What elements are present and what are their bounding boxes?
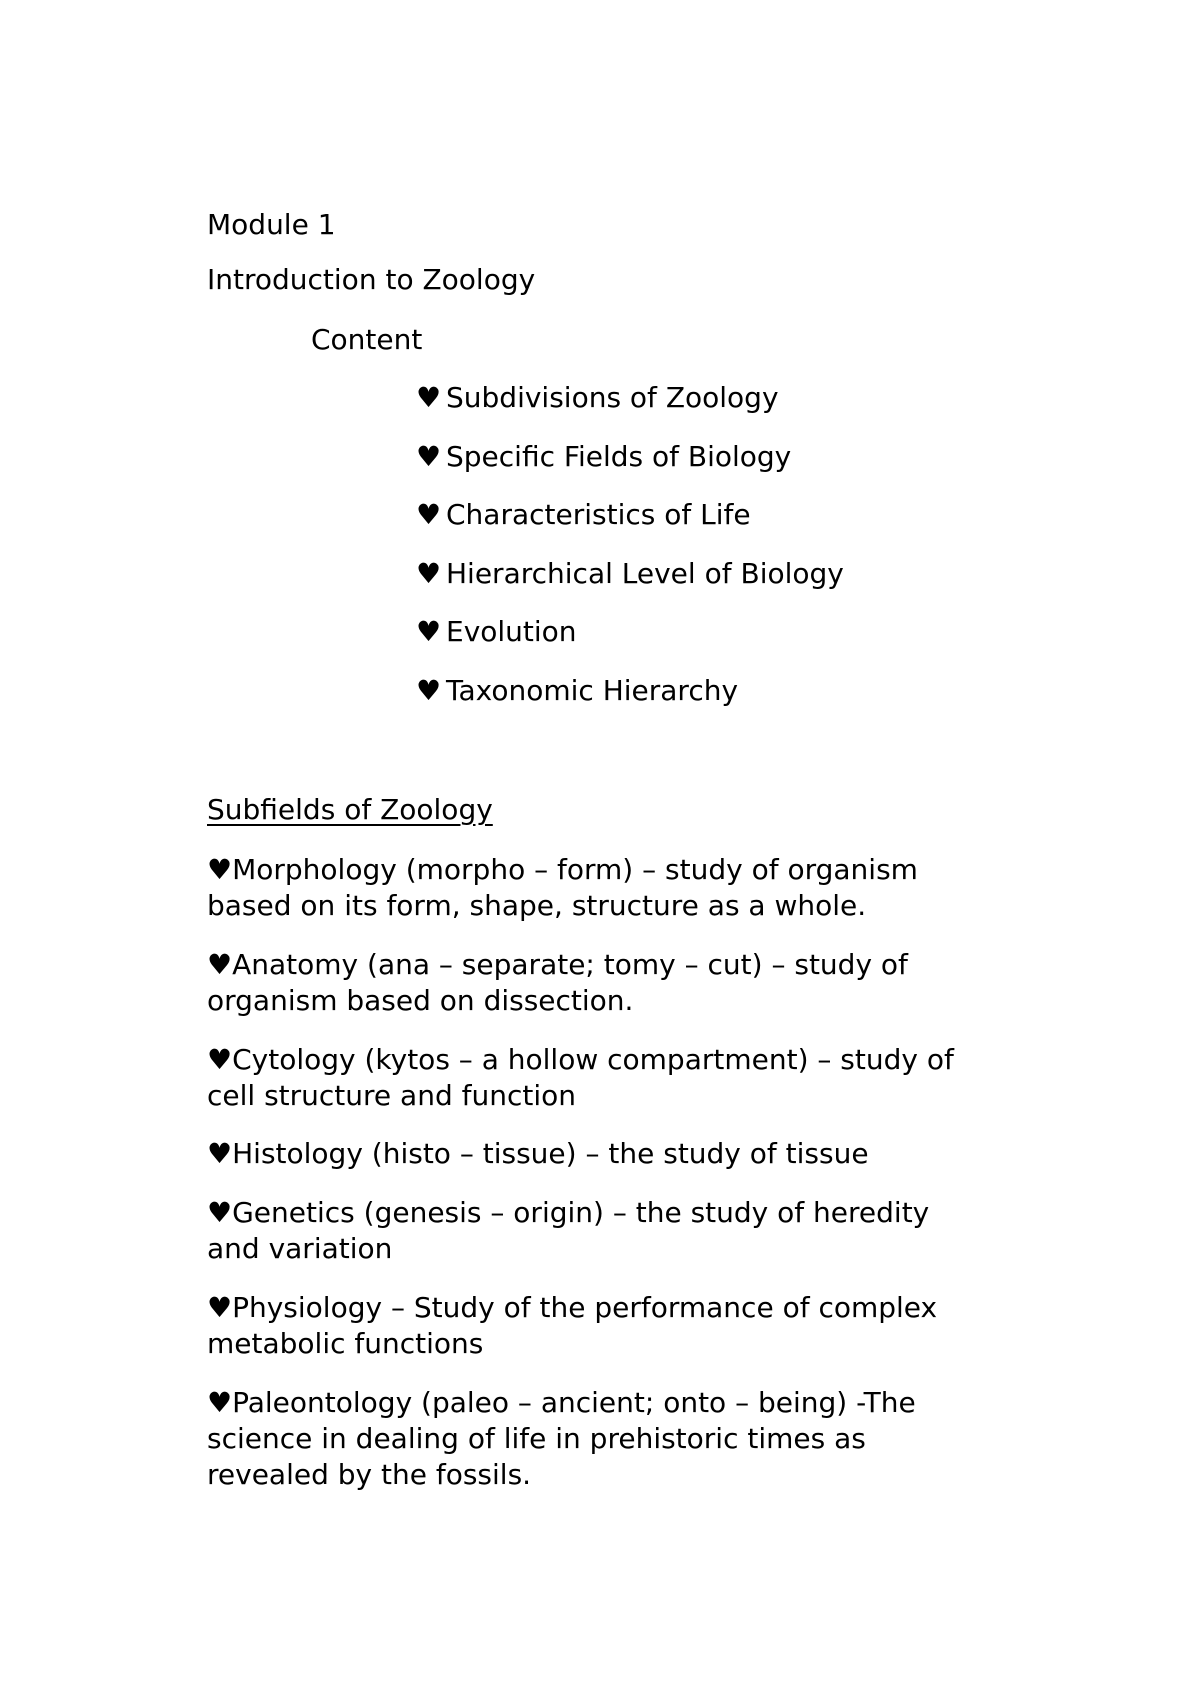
section-title: Subfields of Zoology	[207, 793, 493, 826]
heart-icon: ♥	[416, 615, 442, 648]
list-item-text: Cytology (kytos – a hollow compartment) – study of cell structure and function	[207, 1043, 954, 1112]
list-item	[207, 1195, 987, 1267]
list-item-label: Hierarchical Level of Biology	[446, 557, 844, 590]
list-item	[207, 852, 987, 924]
list-item-text: Paleontology (paleo – ancient; onto – being) -The science in dealing of life in prehistoric times as revealed by the fossils.	[207, 1386, 916, 1491]
heart-icon: ♥	[207, 1196, 233, 1229]
list-item-label: Specific Fields of Biology	[446, 440, 792, 473]
heart-icon: ♥	[207, 1137, 233, 1170]
list-item-label: Subdivisions of Zoology	[446, 381, 779, 414]
list-item	[416, 614, 577, 650]
list-item	[416, 380, 779, 416]
list-item	[207, 1042, 987, 1114]
heart-icon: ♥	[207, 1291, 233, 1324]
list-item-label: Evolution	[446, 615, 577, 648]
heart-icon: ♥	[416, 498, 442, 531]
list-item-label: Characteristics of Life	[446, 498, 751, 531]
list-item-label: Taxonomic Hierarchy	[446, 674, 739, 707]
list-item	[416, 673, 738, 709]
list-item	[207, 1385, 987, 1493]
page-title: Introduction to Zoology	[207, 263, 536, 296]
list-item	[416, 439, 791, 475]
list-item	[416, 556, 844, 592]
heart-icon: ♥	[416, 557, 442, 590]
heart-icon: ♥	[207, 1386, 233, 1419]
list-item-text: Physiology – Study of the performance of complex metabolic functions	[207, 1291, 938, 1360]
list-item	[207, 947, 987, 1019]
heart-icon: ♥	[207, 1043, 233, 1076]
heart-icon: ♥	[416, 674, 442, 707]
heart-icon: ♥	[416, 440, 442, 473]
heart-icon: ♥	[416, 381, 442, 414]
list-item-text: Genetics (genesis – origin) – the study of heredity and variation	[207, 1196, 930, 1265]
list-item-text: Anatomy (ana – separate; tomy – cut) – study of organism based on dissection.	[207, 948, 908, 1017]
list-item	[207, 1290, 987, 1362]
content-label: Content	[311, 323, 423, 356]
list-item	[416, 497, 751, 533]
heart-icon: ♥	[207, 853, 233, 886]
heart-icon: ♥	[207, 948, 233, 981]
list-item	[207, 1136, 987, 1172]
list-item-text: Histology (histo – tissue) – the study of tissue	[232, 1137, 869, 1170]
list-item-text: Morphology (morpho – form) – study of organism based on its form, shape, structure as a whole.	[207, 853, 918, 922]
module-label: Module 1	[207, 208, 336, 241]
